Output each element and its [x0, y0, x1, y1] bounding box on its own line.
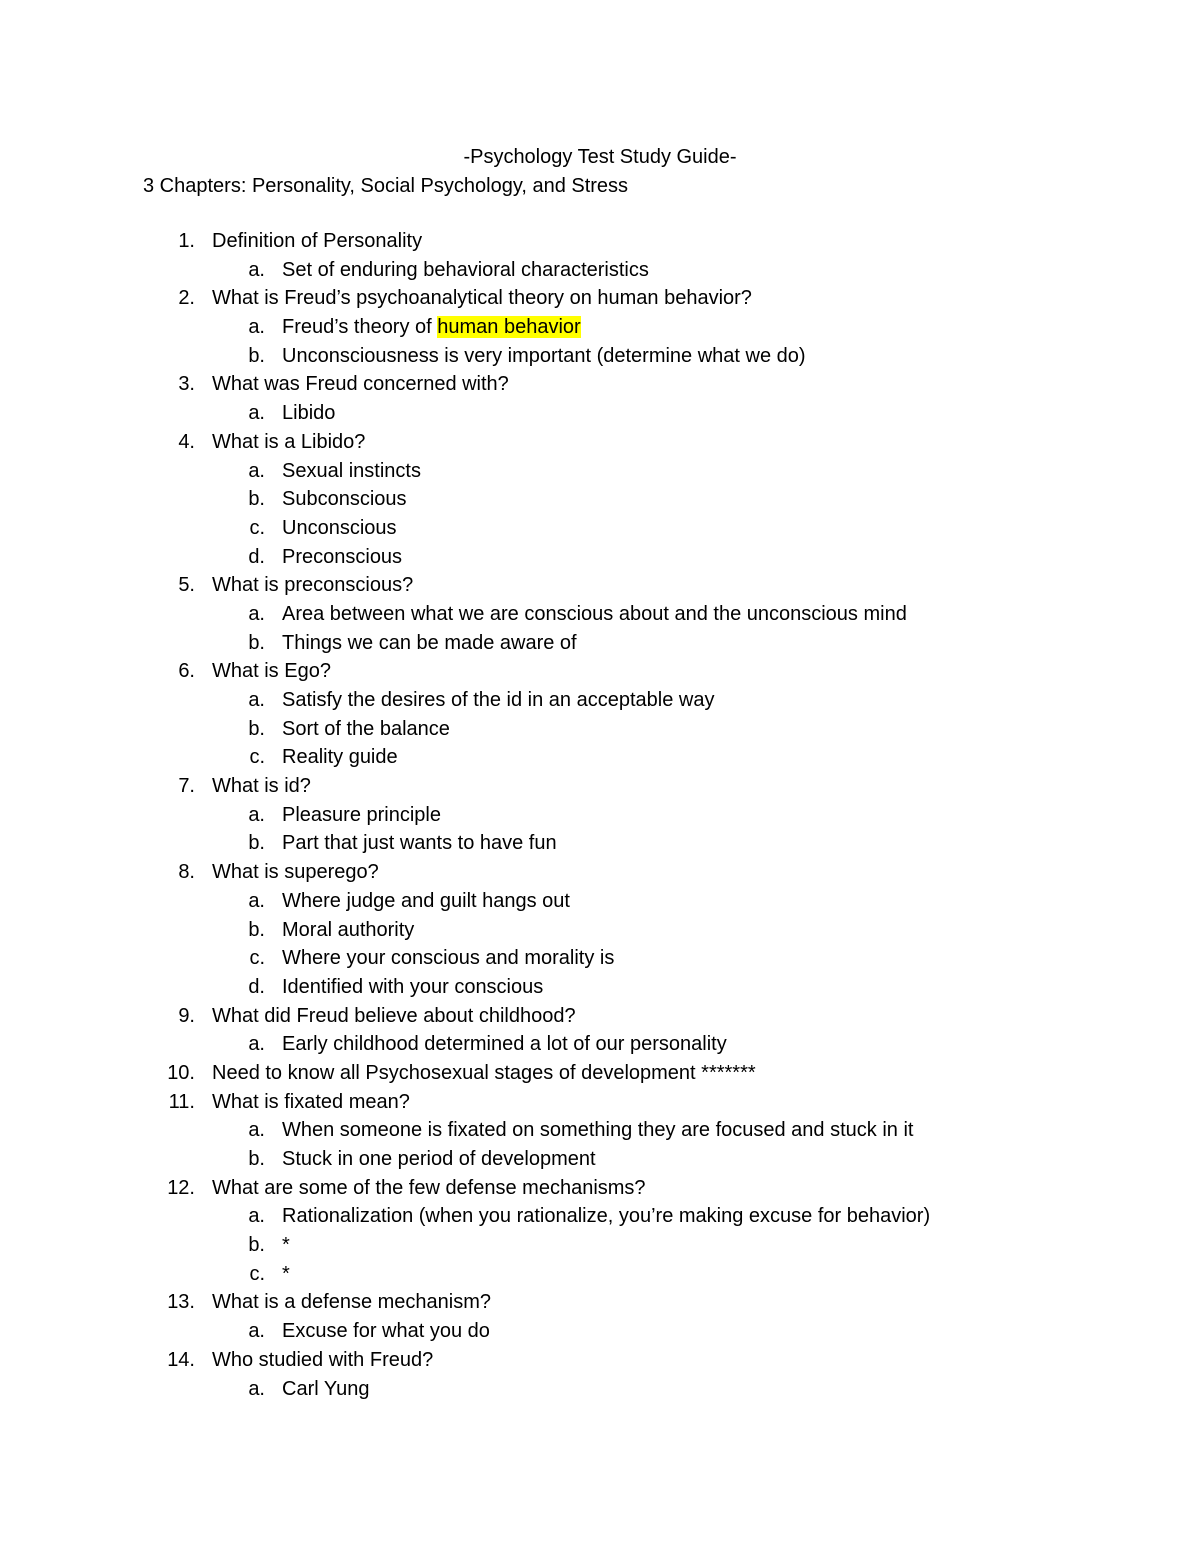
list-marker: a. — [248, 1320, 265, 1343]
list-marker: 11. — [168, 1090, 195, 1113]
list-item-text — [212, 1346, 433, 1375]
answer-item — [0, 686, 1200, 715]
answer-item — [0, 629, 1200, 658]
question-item — [0, 227, 1200, 256]
list-item-text — [212, 1088, 410, 1117]
item-text: What is a Libido? — [212, 430, 366, 453]
item-text: Early childhood determined a lot of our personality — [282, 1033, 727, 1056]
answer-item — [0, 1260, 1200, 1289]
question-item — [0, 858, 1200, 887]
study-guide-outline — [0, 227, 1200, 1403]
question-item — [0, 1346, 1200, 1375]
answer-item — [0, 887, 1200, 916]
item-text: Preconscious — [282, 545, 403, 568]
list-item-text — [282, 399, 335, 428]
list-marker: c. — [249, 516, 265, 539]
answer-item — [0, 457, 1200, 486]
item-text: What is id? — [212, 775, 311, 798]
answer-item — [0, 1375, 1200, 1404]
list-item-text — [282, 686, 714, 715]
list-marker: b. — [248, 631, 265, 654]
question-item — [0, 370, 1200, 399]
list-item-text — [282, 1260, 290, 1289]
answer-item — [0, 829, 1200, 858]
answer-item — [0, 1202, 1200, 1231]
list-item-text — [212, 428, 365, 457]
list-marker: 8. — [178, 861, 195, 884]
list-item-text — [282, 313, 581, 342]
answer-item — [0, 801, 1200, 830]
list-marker: d. — [248, 545, 265, 568]
list-marker: a. — [248, 889, 265, 912]
list-marker: 14. — [167, 1348, 195, 1371]
answer-item — [0, 1030, 1200, 1059]
document-title: -Psychology Test Study Guide- — [463, 146, 737, 168]
item-text: Need to know all Psychosexual stages of development ******* — [212, 1061, 756, 1084]
item-text: Stuck in one period of development — [282, 1148, 596, 1170]
list-item-text — [282, 743, 398, 772]
question-item — [0, 571, 1200, 600]
item-text: Who studied with Freud? — [212, 1348, 434, 1371]
answer-item — [0, 1231, 1200, 1260]
list-item-text — [282, 829, 557, 858]
list-item-text — [282, 944, 614, 973]
answer-item — [0, 1116, 1200, 1145]
question-item — [0, 1088, 1200, 1117]
item-text: Libido — [282, 402, 336, 425]
item-text: Freud’s theory of — [282, 316, 438, 339]
list-marker: b. — [248, 832, 265, 855]
list-marker: 2. — [178, 287, 195, 310]
list-marker: d. — [248, 975, 265, 998]
list-item-text — [282, 514, 397, 543]
list-item-text — [282, 342, 806, 371]
item-text: What is Ego? — [212, 660, 331, 683]
item-text: When someone is fixated on something they are focused and stuck in it — [282, 1119, 914, 1142]
list-item-text — [212, 657, 331, 686]
list-item-text — [212, 227, 422, 256]
item-text: Definition of Personality — [212, 230, 423, 252]
item-text: Area between what we are conscious about and the unconscious mind — [282, 602, 907, 625]
list-item-text — [212, 858, 379, 887]
list-marker: a. — [248, 689, 265, 711]
answer-item — [0, 399, 1200, 428]
item-text: * — [282, 1262, 290, 1285]
list-marker: 1. — [178, 230, 195, 252]
list-item-text — [282, 887, 570, 916]
list-item-text — [282, 916, 414, 945]
list-marker: 9. — [178, 1004, 195, 1027]
item-text: Unconscious — [282, 516, 397, 539]
list-marker: b. — [248, 1234, 265, 1257]
item-text: Pleasure principle — [282, 803, 441, 826]
item-text: Reality guide — [282, 746, 398, 769]
item-text: What is Freud’s psychoanalytical theory on human behavior? — [212, 287, 752, 310]
item-text: Part that just wants to have fun — [282, 832, 557, 855]
question-item — [0, 428, 1200, 457]
item-text: Set of enduring behavioral characteristics — [282, 258, 649, 281]
answer-item — [0, 256, 1200, 285]
list-item-text — [282, 973, 543, 1002]
list-marker: c. — [249, 746, 265, 769]
answer-item — [0, 916, 1200, 945]
question-item — [0, 1059, 1200, 1088]
question-item — [0, 1002, 1200, 1031]
list-item-text — [282, 629, 577, 658]
answer-item — [0, 485, 1200, 514]
list-marker: a. — [248, 1377, 265, 1400]
list-marker: c. — [249, 1262, 265, 1285]
list-marker: a. — [248, 459, 265, 482]
list-marker: b. — [248, 1148, 265, 1170]
answer-item — [0, 342, 1200, 371]
item-text: Sexual instincts — [282, 459, 421, 482]
list-marker: a. — [248, 1033, 265, 1056]
list-marker: b. — [248, 918, 265, 941]
list-item-text — [212, 284, 752, 313]
item-text: What is a defense mechanism? — [212, 1291, 492, 1314]
list-item-text — [282, 1145, 596, 1174]
list-marker: b. — [248, 344, 265, 367]
item-text: Where judge and guilt hangs out — [282, 889, 570, 912]
list-item-text — [282, 256, 649, 285]
answer-item — [0, 543, 1200, 572]
answer-item — [0, 715, 1200, 744]
list-marker: 12. — [167, 1176, 195, 1199]
list-item-text — [212, 370, 509, 399]
question-item — [0, 1288, 1200, 1317]
item-text: What is fixated mean? — [212, 1090, 410, 1113]
item-text: Rationalization (when you rationalize, you’re making excuse for behavior) — [282, 1205, 931, 1228]
list-item-text — [212, 571, 413, 600]
list-marker: a. — [248, 1205, 265, 1228]
list-marker: 10. — [167, 1061, 195, 1084]
list-item-text — [282, 1375, 369, 1404]
answer-item — [0, 600, 1200, 629]
list-item-text — [282, 715, 450, 744]
item-text: Unconsciousness is very important (determine what we do) — [282, 344, 806, 367]
item-text: What did Freud believe about childhood? — [212, 1004, 576, 1027]
list-marker: a. — [248, 1119, 265, 1142]
list-marker: b. — [248, 717, 265, 740]
list-marker: a. — [248, 316, 265, 339]
answer-item — [0, 1145, 1200, 1174]
item-text: What was Freud concerned with? — [212, 373, 509, 396]
item-text: What is superego? — [212, 861, 379, 884]
item-text: Excuse for what you do — [282, 1320, 490, 1343]
list-item-text — [282, 1202, 930, 1231]
item-text: Sort of the balance — [282, 717, 450, 740]
list-marker: 13. — [167, 1291, 195, 1314]
item-text: Moral authority — [282, 918, 415, 941]
item-text: * — [282, 1234, 290, 1257]
answer-item — [0, 944, 1200, 973]
document-subtitle: 3 Chapters: Personality, Social Psychology, and Stress — [143, 175, 629, 197]
list-marker: a. — [248, 258, 265, 281]
highlighted-text: human behavior — [437, 316, 581, 339]
list-item-text — [282, 543, 402, 572]
answer-item — [0, 973, 1200, 1002]
list-marker: 6. — [178, 660, 195, 683]
item-text: Satisfy the desires of the id in an acceptable way — [282, 689, 715, 711]
list-marker: 3. — [178, 373, 195, 396]
list-marker: a. — [248, 602, 265, 625]
answer-item — [0, 514, 1200, 543]
question-item — [0, 284, 1200, 313]
list-marker: 7. — [178, 775, 195, 798]
list-item-text — [282, 485, 407, 514]
list-item-text — [282, 1116, 913, 1145]
list-marker: 4. — [178, 430, 195, 453]
list-marker: c. — [249, 947, 265, 970]
list-item-text — [282, 1317, 490, 1346]
answer-item — [0, 313, 1200, 342]
list-item-text — [282, 801, 441, 830]
item-text: Things we can be made aware of — [282, 631, 577, 654]
list-item-text — [282, 600, 907, 629]
list-item-text — [212, 1059, 756, 1088]
question-item — [0, 1174, 1200, 1203]
question-item — [0, 657, 1200, 686]
list-marker: b. — [248, 488, 265, 511]
list-marker: a. — [248, 803, 265, 826]
list-marker: a. — [248, 402, 265, 425]
list-item-text — [212, 1288, 491, 1317]
item-text: What are some of the few defense mechanisms? — [212, 1176, 646, 1199]
list-item-text — [212, 1174, 646, 1203]
list-item-text — [212, 1002, 576, 1031]
item-text: What is preconscious? — [212, 574, 414, 597]
list-item-text — [282, 457, 421, 486]
answer-item — [0, 1317, 1200, 1346]
list-item-text — [282, 1030, 727, 1059]
item-text: Identified with your conscious — [282, 975, 544, 998]
list-item-text — [212, 772, 311, 801]
list-item-text — [282, 1231, 290, 1260]
item-text: Carl Yung — [282, 1377, 370, 1400]
answer-item — [0, 743, 1200, 772]
item-text: Where your conscious and morality is — [282, 947, 615, 970]
item-text: Subconscious — [282, 488, 407, 511]
list-marker: 5. — [178, 574, 195, 597]
question-item — [0, 772, 1200, 801]
